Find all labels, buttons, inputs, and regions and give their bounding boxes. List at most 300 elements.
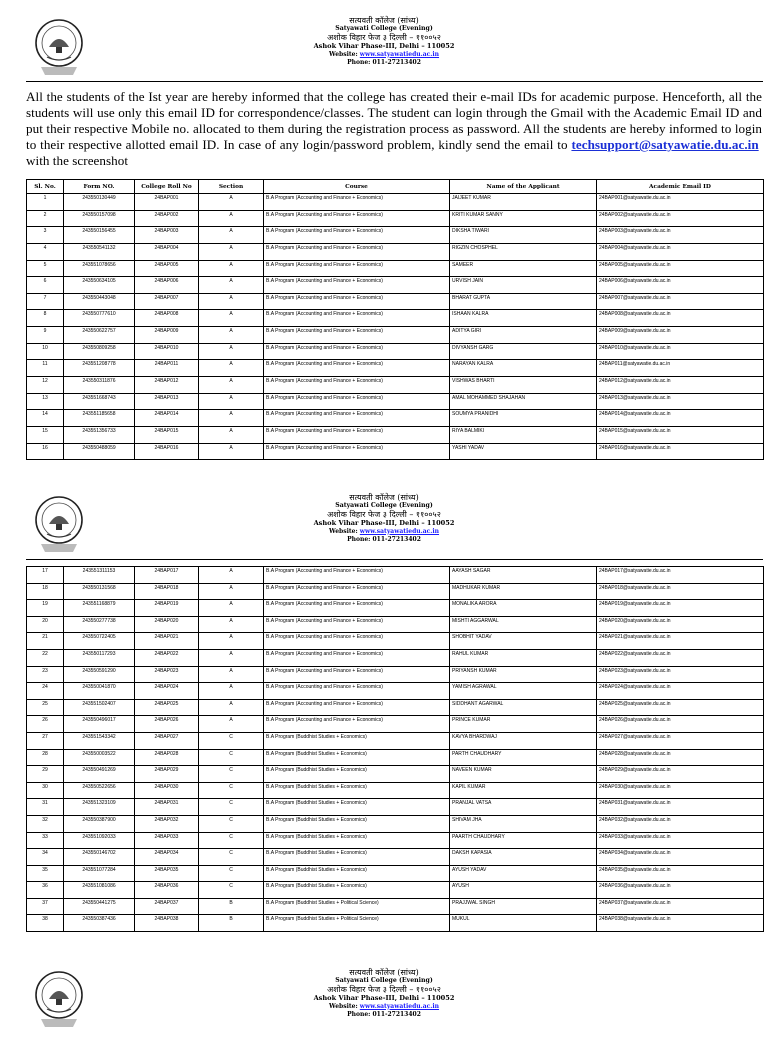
address-hindi: अशोक विहार फेज ३ दिल्ली – ११००५२ xyxy=(327,509,441,519)
table-header-row xyxy=(27,180,764,194)
roll-no-cell: 24BAP017 xyxy=(135,567,199,584)
roll-no-cell: 24BAP016 xyxy=(135,443,199,460)
form-no-cell: 243550117293 xyxy=(64,649,135,666)
roll-no-cell: 24BAP028 xyxy=(135,749,199,766)
form-no-cell: 243550003522 xyxy=(64,749,135,766)
applicant-name-cell: VISHWAS BHARTI xyxy=(450,377,597,394)
sl-no-cell: 7 xyxy=(27,293,64,310)
course-cell: B.A Program (Accounting and Finance + Economics) xyxy=(264,567,450,584)
applicant-name-cell: MONALIKA ARORA xyxy=(450,600,597,617)
table-row xyxy=(27,360,764,377)
table-row xyxy=(27,766,764,783)
course-cell: B.A Program (Accounting and Finance + Economics) xyxy=(264,260,450,277)
email-cell: 24BAP024@satyawatie.du.ac.in xyxy=(597,683,764,700)
course-cell: B.A Program (Accounting and Finance + Economics) xyxy=(264,277,450,294)
course-cell: B.A Program (Accounting and Finance + Economics) xyxy=(264,410,450,427)
applicant-name-cell: PRANJAL VATSA xyxy=(450,799,597,816)
sl-no-cell: 22 xyxy=(27,649,64,666)
roll-no-cell: 24BAP015 xyxy=(135,426,199,443)
roll-no-cell: 24BAP023 xyxy=(135,666,199,683)
applicant-name-cell: URVISH JAIN xyxy=(450,277,597,294)
college-name: Satyawati College (Evening) xyxy=(335,25,433,33)
applicant-name-cell: AMAL MOHAMMED SHAJAHAN xyxy=(450,393,597,410)
applicant-name-cell: SHIVAM JHA xyxy=(450,815,597,832)
section-cell: A xyxy=(199,616,264,633)
college-name: Satyawati College (Evening) xyxy=(335,977,433,985)
sl-no-cell: 18 xyxy=(27,583,64,600)
section-cell: C xyxy=(199,749,264,766)
section-cell: C xyxy=(199,732,264,749)
section-cell: A xyxy=(199,716,264,733)
address-hindi: अशोक विहार फेज ३ दिल्ली – ११००५२ xyxy=(327,984,441,994)
section-cell: C xyxy=(199,849,264,866)
form-no-cell: 243551185658 xyxy=(64,410,135,427)
sl-no-cell: 16 xyxy=(27,443,64,460)
sl-no-cell: 13 xyxy=(27,393,64,410)
college-address: Ashok Vihar Phase-III, Delhi – 110052 xyxy=(313,519,455,528)
phone-line: Phone: 011-27213402 xyxy=(347,536,421,544)
roll-no-cell: 24BAP033 xyxy=(135,832,199,849)
form-no-cell: 243551168879 xyxy=(64,600,135,617)
form-no-cell: 243550146702 xyxy=(64,849,135,866)
table-row xyxy=(27,600,764,617)
sl-no-cell: 10 xyxy=(27,343,64,360)
applicant-name-cell: MADHUKAR KUMAR xyxy=(450,583,597,600)
roll-no-cell: 24BAP029 xyxy=(135,766,199,783)
roll-no-cell: 24BAP031 xyxy=(135,799,199,816)
roll-no-cell: 24BAP012 xyxy=(135,377,199,394)
course-cell: B.A Program (Buddhist Studies + Economics) xyxy=(264,732,450,749)
section-cell: A xyxy=(199,567,264,584)
section-cell: A xyxy=(199,583,264,600)
course-cell: B.A Program (Accounting and Finance + Economics) xyxy=(264,633,450,650)
table-row xyxy=(27,210,764,227)
table-row xyxy=(27,699,764,716)
table-row xyxy=(27,815,764,832)
roll-no-cell: 24BAP010 xyxy=(135,343,199,360)
course-cell: B.A Program (Accounting and Finance + Economics) xyxy=(264,377,450,394)
applicant-name-cell: RIYA BALMIKI xyxy=(450,426,597,443)
table-row xyxy=(27,377,764,394)
course-cell: B.A Program (Accounting and Finance + Economics) xyxy=(264,616,450,633)
table-row xyxy=(27,633,764,650)
applicant-name-cell: AYUSH xyxy=(450,882,597,899)
table-row xyxy=(27,426,764,443)
sl-no-cell: 3 xyxy=(27,227,64,244)
email-cell: 24BAP035@satyawatie.du.ac.in xyxy=(597,865,764,882)
sl-no-cell: 6 xyxy=(27,277,64,294)
section-cell: A xyxy=(199,227,264,244)
roll-no-cell: 24BAP032 xyxy=(135,815,199,832)
course-cell: B.A Program (Accounting and Finance + Economics) xyxy=(264,327,450,344)
sl-no-cell: 17 xyxy=(27,567,64,584)
form-no-cell: 243551668743 xyxy=(64,393,135,410)
table-row xyxy=(27,898,764,915)
course-cell: B.A Program (Buddhist Studies + Economics) xyxy=(264,865,450,882)
section-cell: A xyxy=(199,293,264,310)
table-row xyxy=(27,865,764,882)
email-cell: 24BAP027@satyawatie.du.ac.in xyxy=(597,732,764,749)
course-cell: B.A Program (Buddhist Studies + Political Science) xyxy=(264,898,450,915)
course-cell: B.A Program (Buddhist Studies + Economics) xyxy=(264,882,450,899)
form-no-cell: 243550387900 xyxy=(64,815,135,832)
course-cell: B.A Program (Buddhist Studies + Economics) xyxy=(264,799,450,816)
email-cell: 24BAP011@satyawatie.du.ac.in xyxy=(597,360,764,377)
course-cell: B.A Program (Accounting and Finance + Economics) xyxy=(264,360,450,377)
section-cell: C xyxy=(199,832,264,849)
table-row xyxy=(27,393,764,410)
sl-no-cell: 1 xyxy=(27,194,64,211)
section-cell: C xyxy=(199,815,264,832)
roll-no-cell: 24BAP030 xyxy=(135,782,199,799)
form-no-cell: 243550522656 xyxy=(64,782,135,799)
email-cell: 24BAP015@satyawatie.du.ac.in xyxy=(597,426,764,443)
applicant-name-cell: ISHAAN KALRA xyxy=(450,310,597,327)
course-cell: B.A Program (Accounting and Finance + Economics) xyxy=(264,443,450,460)
notice-paragraph: All the students of the Ist year are hereby informed that the college has created their e-mail IDs for academic purpose. Henceforth, all the students will use only this email ID for correspondence/classes. The student can login through the Gmail with the Academic Email ID and put their respective Mobile no. allocated to them during the registration process as password. All the students are hereby informed to login to their respective allotted email ID. In case of any login/password problem, kindly send the email to techsupport@satyawatie.du.ac.in with the screenshot xyxy=(26,89,762,168)
table-row xyxy=(27,666,764,683)
sl-no-cell: 27 xyxy=(27,732,64,749)
email-cell: 24BAP019@satyawatie.du.ac.in xyxy=(597,600,764,617)
section-cell: C xyxy=(199,882,264,899)
page3-header xyxy=(0,969,768,1049)
course-cell: B.A Program (Accounting and Finance + Economics) xyxy=(264,426,450,443)
table-row xyxy=(27,849,764,866)
page1-header xyxy=(0,17,768,97)
applicant-name-cell: ADITYA GIRI xyxy=(450,327,597,344)
sl-no-cell: 5 xyxy=(27,260,64,277)
table-row xyxy=(27,782,764,799)
sl-no-cell: 2 xyxy=(27,210,64,227)
applicant-name-cell: DIKSHA TIWARI xyxy=(450,227,597,244)
course-cell: B.A Program (Accounting and Finance + Economics) xyxy=(264,583,450,600)
page2-header xyxy=(0,494,768,574)
form-no-cell: 243550622757 xyxy=(64,327,135,344)
course-cell: B.A Program (Accounting and Finance + Economics) xyxy=(264,716,450,733)
course-cell: B.A Program (Buddhist Studies + Economics) xyxy=(264,749,450,766)
section-cell: A xyxy=(199,310,264,327)
email-cell: 24BAP022@satyawatie.du.ac.in xyxy=(597,649,764,666)
sl-no-cell: 20 xyxy=(27,616,64,633)
college-address: Ashok Vihar Phase-III, Delhi – 110052 xyxy=(313,42,455,51)
applicant-name-cell: PARTH CHAUDHARY xyxy=(450,749,597,766)
table-row xyxy=(27,243,764,260)
course-cell: B.A Program (Buddhist Studies + Economics) xyxy=(264,849,450,866)
header-divider xyxy=(26,81,763,82)
sl-no-cell: 38 xyxy=(27,915,64,932)
section-cell: A xyxy=(199,699,264,716)
email-cell: 24BAP037@satyawatie.du.ac.in xyxy=(597,898,764,915)
email-cell: 24BAP007@satyawatie.du.ac.in xyxy=(597,293,764,310)
applicant-name-cell: MISHTI AGGARWAL xyxy=(450,616,597,633)
table-row xyxy=(27,732,764,749)
section-cell: A xyxy=(199,360,264,377)
sl-no-cell: 36 xyxy=(27,882,64,899)
form-no-cell: 243551543342 xyxy=(64,732,135,749)
roll-no-cell: 24BAP005 xyxy=(135,260,199,277)
email-cell: 24BAP018@satyawatie.du.ac.in xyxy=(597,583,764,600)
form-no-cell: 243550809258 xyxy=(64,343,135,360)
section-cell: A xyxy=(199,410,264,427)
form-no-cell: 243550041870 xyxy=(64,683,135,700)
section-cell: A xyxy=(199,327,264,344)
sl-no-cell: 34 xyxy=(27,849,64,866)
section-cell: A xyxy=(199,377,264,394)
course-cell: B.A Program (Accounting and Finance + Economics) xyxy=(264,600,450,617)
email-cell: 24BAP004@satyawatie.du.ac.in xyxy=(597,243,764,260)
section-cell: A xyxy=(199,260,264,277)
sl-no-cell: 29 xyxy=(27,766,64,783)
roll-no-cell: 24BAP003 xyxy=(135,227,199,244)
sl-no-cell: 14 xyxy=(27,410,64,427)
form-no-cell: 243550496017 xyxy=(64,716,135,733)
form-no-cell: 243550443048 xyxy=(64,293,135,310)
table-row xyxy=(27,616,764,633)
course-cell: B.A Program (Accounting and Finance + Economics) xyxy=(264,699,450,716)
applicant-name-cell: KAVYA BHARDWAJ xyxy=(450,732,597,749)
college-name-hindi: सत्यवती कॉलेज (सांध्य) xyxy=(349,968,419,977)
roll-no-cell: 24BAP002 xyxy=(135,210,199,227)
table-row xyxy=(27,799,764,816)
table-row xyxy=(27,260,764,277)
email-cell: 24BAP030@satyawatie.du.ac.in xyxy=(597,782,764,799)
section-cell: A xyxy=(199,649,264,666)
course-cell: B.A Program (Buddhist Studies + Economics) xyxy=(264,766,450,783)
applicant-name-cell: RAHUL KUMAR xyxy=(450,649,597,666)
form-no-cell: 243551323109 xyxy=(64,799,135,816)
form-no-cell: 243550541132 xyxy=(64,243,135,260)
form-no-cell: 243550488059 xyxy=(64,443,135,460)
section-cell: C xyxy=(199,782,264,799)
col-email: Academic Email ID xyxy=(597,180,764,194)
section-cell: C xyxy=(199,799,264,816)
form-no-cell: 243550277738 xyxy=(64,616,135,633)
sl-no-cell: 9 xyxy=(27,327,64,344)
table-row xyxy=(27,832,764,849)
email-cell: 24BAP009@satyawatie.du.ac.in xyxy=(597,327,764,344)
section-cell: A xyxy=(199,277,264,294)
website-link[interactable]: www.satyawatiedu.ac.in xyxy=(359,1002,440,1010)
section-cell: A xyxy=(199,633,264,650)
students-table xyxy=(26,179,764,460)
email-cell: 24BAP020@satyawatie.du.ac.in xyxy=(597,616,764,633)
table-row xyxy=(27,443,764,460)
sl-no-cell: 15 xyxy=(27,426,64,443)
sl-no-cell: 19 xyxy=(27,600,64,617)
sl-no-cell: 30 xyxy=(27,782,64,799)
form-no-cell: 243550130449 xyxy=(64,194,135,211)
form-no-cell: 243551081086 xyxy=(64,882,135,899)
sl-no-cell: 33 xyxy=(27,832,64,849)
section-cell: B xyxy=(199,915,264,932)
course-cell: B.A Program (Accounting and Finance + Economics) xyxy=(264,194,450,211)
applicant-name-cell: KAPIL KUMAR xyxy=(450,782,597,799)
email-cell: 24BAP036@satyawatie.du.ac.in xyxy=(597,882,764,899)
course-cell: B.A Program (Buddhist Studies + Economics) xyxy=(264,782,450,799)
applicant-name-cell: MUKUL xyxy=(450,915,597,932)
form-no-cell: 243550131568 xyxy=(64,583,135,600)
college-name: Satyawati College (Evening) xyxy=(335,502,433,510)
roll-no-cell: 24BAP018 xyxy=(135,583,199,600)
applicant-name-cell: KRITI KUMAR SANNY xyxy=(450,210,597,227)
course-cell: B.A Program (Accounting and Finance + Economics) xyxy=(264,649,450,666)
website-line: Website: www.satyawatiedu.ac.in xyxy=(328,1002,440,1010)
sl-no-cell: 23 xyxy=(27,666,64,683)
col-form-no: Form NO. xyxy=(64,180,135,194)
sl-no-cell: 31 xyxy=(27,799,64,816)
table-row xyxy=(27,227,764,244)
roll-no-cell: 24BAP020 xyxy=(135,616,199,633)
course-cell: B.A Program (Buddhist Studies + Political Science) xyxy=(264,915,450,932)
email-cell: 24BAP032@satyawatie.du.ac.in xyxy=(597,815,764,832)
applicant-name-cell: RIGZIN CHOSPHEL xyxy=(450,243,597,260)
email-cell: 24BAP005@satyawatie.du.ac.in xyxy=(597,260,764,277)
course-cell: B.A Program (Accounting and Finance + Economics) xyxy=(264,310,450,327)
roll-no-cell: 24BAP038 xyxy=(135,915,199,932)
applicant-name-cell: NAVEEN KUMAR xyxy=(450,766,597,783)
applicant-name-cell: AYUSH YADAV xyxy=(450,865,597,882)
email-cell: 24BAP025@satyawatie.du.ac.in xyxy=(597,699,764,716)
applicant-name-cell: SAMEER xyxy=(450,260,597,277)
applicant-name-cell: YAMISH AGRAWAL xyxy=(450,683,597,700)
techsupport-email-link[interactable]: techsupport@satyawatie.du.ac.in xyxy=(571,137,759,152)
section-cell: C xyxy=(199,865,264,882)
form-no-cell: 243550311876 xyxy=(64,377,135,394)
college-name-hindi: सत्यवती कॉलेज (सांध्य) xyxy=(349,16,419,25)
roll-no-cell: 24BAP014 xyxy=(135,410,199,427)
course-cell: B.A Program (Buddhist Studies + Economics) xyxy=(264,832,450,849)
table-row xyxy=(27,583,764,600)
course-cell: B.A Program (Accounting and Finance + Economics) xyxy=(264,227,450,244)
applicant-name-cell: PRAJJWAL SINGH xyxy=(450,898,597,915)
applicant-name-cell: SIDDHANT AGARWAL xyxy=(450,699,597,716)
applicant-name-cell: YASHI YADAV xyxy=(450,443,597,460)
form-no-cell: 243551208778 xyxy=(64,360,135,377)
phone-line: Phone: 011-27213402 xyxy=(347,1011,421,1019)
section-cell: C xyxy=(199,766,264,783)
email-cell: 24BAP033@satyawatie.du.ac.in xyxy=(597,832,764,849)
email-cell: 24BAP002@satyawatie.du.ac.in xyxy=(597,210,764,227)
section-cell: A xyxy=(199,426,264,443)
roll-no-cell: 24BAP011 xyxy=(135,360,199,377)
sl-no-cell: 21 xyxy=(27,633,64,650)
form-no-cell: 243550591290 xyxy=(64,666,135,683)
roll-no-cell: 24BAP004 xyxy=(135,243,199,260)
table-row xyxy=(27,194,764,211)
sl-no-cell: 4 xyxy=(27,243,64,260)
table-row xyxy=(27,277,764,294)
table-row xyxy=(27,343,764,360)
col-applicant-name: Name of the Applicant xyxy=(450,180,597,194)
form-no-cell: 243550387436 xyxy=(64,915,135,932)
section-cell: A xyxy=(199,393,264,410)
course-cell: B.A Program (Accounting and Finance + Economics) xyxy=(264,393,450,410)
email-cell: 24BAP010@satyawatie.du.ac.in xyxy=(597,343,764,360)
sl-no-cell: 26 xyxy=(27,716,64,733)
website-link[interactable]: www.satyawatiedu.ac.in xyxy=(359,50,440,58)
roll-no-cell: 24BAP013 xyxy=(135,393,199,410)
roll-no-cell: 24BAP036 xyxy=(135,882,199,899)
form-no-cell: 243551356733 xyxy=(64,426,135,443)
email-cell: 24BAP001@satyawatie.du.ac.in xyxy=(597,194,764,211)
table-row xyxy=(27,716,764,733)
email-cell: 24BAP028@satyawatie.du.ac.in xyxy=(597,749,764,766)
sl-no-cell: 12 xyxy=(27,377,64,394)
email-cell: 24BAP029@satyawatie.du.ac.in xyxy=(597,766,764,783)
roll-no-cell: 24BAP006 xyxy=(135,277,199,294)
table-row xyxy=(27,882,764,899)
table-row xyxy=(27,567,764,584)
roll-no-cell: 24BAP025 xyxy=(135,699,199,716)
email-cell: 24BAP008@satyawatie.du.ac.in xyxy=(597,310,764,327)
email-cell: 24BAP026@satyawatie.du.ac.in xyxy=(597,716,764,733)
sl-no-cell: 35 xyxy=(27,865,64,882)
email-cell: 24BAP021@satyawatie.du.ac.in xyxy=(597,633,764,650)
section-cell: A xyxy=(199,683,264,700)
header-divider xyxy=(26,559,763,560)
roll-no-cell: 24BAP034 xyxy=(135,849,199,866)
email-cell: 24BAP017@satyawatie.du.ac.in xyxy=(597,567,764,584)
roll-no-cell: 24BAP027 xyxy=(135,732,199,749)
email-cell: 24BAP013@satyawatie.du.ac.in xyxy=(597,393,764,410)
roll-no-cell: 24BAP007 xyxy=(135,293,199,310)
email-cell: 24BAP014@satyawatie.du.ac.in xyxy=(597,410,764,427)
applicant-name-cell: PRINCE KUMAR xyxy=(450,716,597,733)
section-cell: A xyxy=(199,666,264,683)
sl-no-cell: 25 xyxy=(27,699,64,716)
course-cell: B.A Program (Accounting and Finance + Economics) xyxy=(264,666,450,683)
students-table-continued xyxy=(26,566,764,932)
email-cell: 24BAP016@satyawatie.du.ac.in xyxy=(597,443,764,460)
applicant-name-cell: DAKSH KAPASIA xyxy=(450,849,597,866)
roll-no-cell: 24BAP024 xyxy=(135,683,199,700)
applicant-name-cell: NARAYAN KALRA xyxy=(450,360,597,377)
table-row xyxy=(27,915,764,932)
applicant-name-cell: AAYASH SAGAR xyxy=(450,567,597,584)
form-no-cell: 243551077284 xyxy=(64,865,135,882)
college-name-hindi: सत्यवती कॉलेज (सांध्य) xyxy=(349,493,419,502)
email-cell: 24BAP023@satyawatie.du.ac.in xyxy=(597,666,764,683)
form-no-cell: 243550722405 xyxy=(64,633,135,650)
website-line: Website: www.satyawatiedu.ac.in xyxy=(328,50,440,58)
email-cell: 24BAP003@satyawatie.du.ac.in xyxy=(597,227,764,244)
section-cell: B xyxy=(199,898,264,915)
form-no-cell: 243551092033 xyxy=(64,832,135,849)
applicant-name-cell: SOUMYA PRANIDHI xyxy=(450,410,597,427)
course-cell: B.A Program (Accounting and Finance + Economics) xyxy=(264,243,450,260)
roll-no-cell: 24BAP022 xyxy=(135,649,199,666)
form-no-cell: 243551502407 xyxy=(64,699,135,716)
section-cell: A xyxy=(199,343,264,360)
sl-no-cell: 11 xyxy=(27,360,64,377)
course-cell: B.A Program (Buddhist Studies + Economics) xyxy=(264,815,450,832)
table-row xyxy=(27,649,764,666)
section-cell: A xyxy=(199,243,264,260)
roll-no-cell: 24BAP021 xyxy=(135,633,199,650)
website-link[interactable]: www.satyawatiedu.ac.in xyxy=(359,527,440,535)
form-no-cell: 243550491269 xyxy=(64,766,135,783)
table-row xyxy=(27,327,764,344)
email-cell: 24BAP031@satyawatie.du.ac.in xyxy=(597,799,764,816)
sl-no-cell: 37 xyxy=(27,898,64,915)
sl-no-cell: 28 xyxy=(27,749,64,766)
form-no-cell: 243550157098 xyxy=(64,210,135,227)
email-cell: 24BAP038@satyawatie.du.ac.in xyxy=(597,915,764,932)
course-cell: B.A Program (Accounting and Finance + Economics) xyxy=(264,343,450,360)
section-cell: A xyxy=(199,443,264,460)
email-cell: 24BAP012@satyawatie.du.ac.in xyxy=(597,377,764,394)
course-cell: B.A Program (Accounting and Finance + Economics) xyxy=(264,293,450,310)
